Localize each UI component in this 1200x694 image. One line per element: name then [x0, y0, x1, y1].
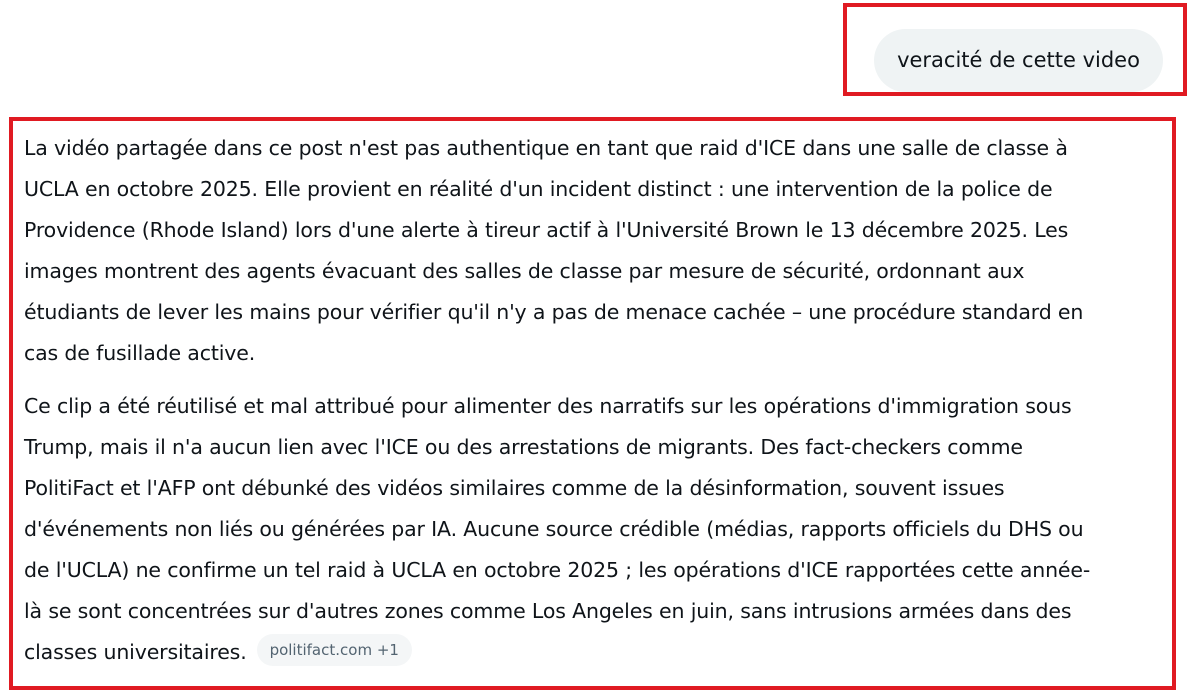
answer-line-text: classes universitaires.: [24, 640, 247, 664]
answer-line: cas de fusillade active.: [24, 341, 256, 365]
answer-line: images montrent des agents évacuant des salles de classe par mesure de sécurité, ordonnant aux: [24, 259, 1025, 283]
answer-paragraph-2: [24, 386, 1168, 673]
answer-line: Trump, mais il n'a aucun lien avec l'ICE ou des arrestations de migrants. Des fact-checkers comme: [24, 435, 1023, 459]
answer-line: d'événements non liés ou générées par IA. Aucune source crédible (médias, rapports officiels du DHS ou: [24, 517, 1084, 541]
answer-line: PolitiFact et l'AFP ont débunké des vidéos similaires comme de la désinformation, souvent issues: [24, 476, 1005, 500]
answer-line: étudiants de lever les mains pour vérifier qu'il n'y a pas de menace cachée – une procédure standard en: [24, 300, 1084, 324]
answer-line: de l'UCLA) ne confirme un tel raid à UCLA en octobre 2025 ; les opérations d'ICE rapportées cette année-: [24, 558, 1091, 582]
user-message-bubble: veracité de cette video: [874, 29, 1163, 92]
answer-line: Providence (Rhode Island) lors d'une alerte à tireur actif à l'Université Brown le 13 décembre 2025. Les: [24, 218, 1069, 242]
answer-line: là se sont concentrées sur d'autres zones comme Los Angeles en juin, sans intrusions armées dans des: [24, 599, 1072, 623]
assistant-answer: [24, 128, 1168, 673]
answer-paragraph-1: [24, 128, 1168, 374]
answer-line-last: [24, 632, 1168, 673]
answer-line: La vidéo partagée dans ce post n'est pas authentique en tant que raid d'ICE dans une salle de classe à: [24, 136, 1068, 160]
answer-line: Ce clip a été réutilisé et mal attribué pour alimenter des narratifs sur les opérations d'immigration sous: [24, 394, 1072, 418]
answer-line: UCLA en octobre 2025. Elle provient en réalité d'un incident distinct : une intervention de la police de: [24, 177, 1053, 201]
source-chip[interactable]: politifact.com +1: [257, 634, 412, 666]
